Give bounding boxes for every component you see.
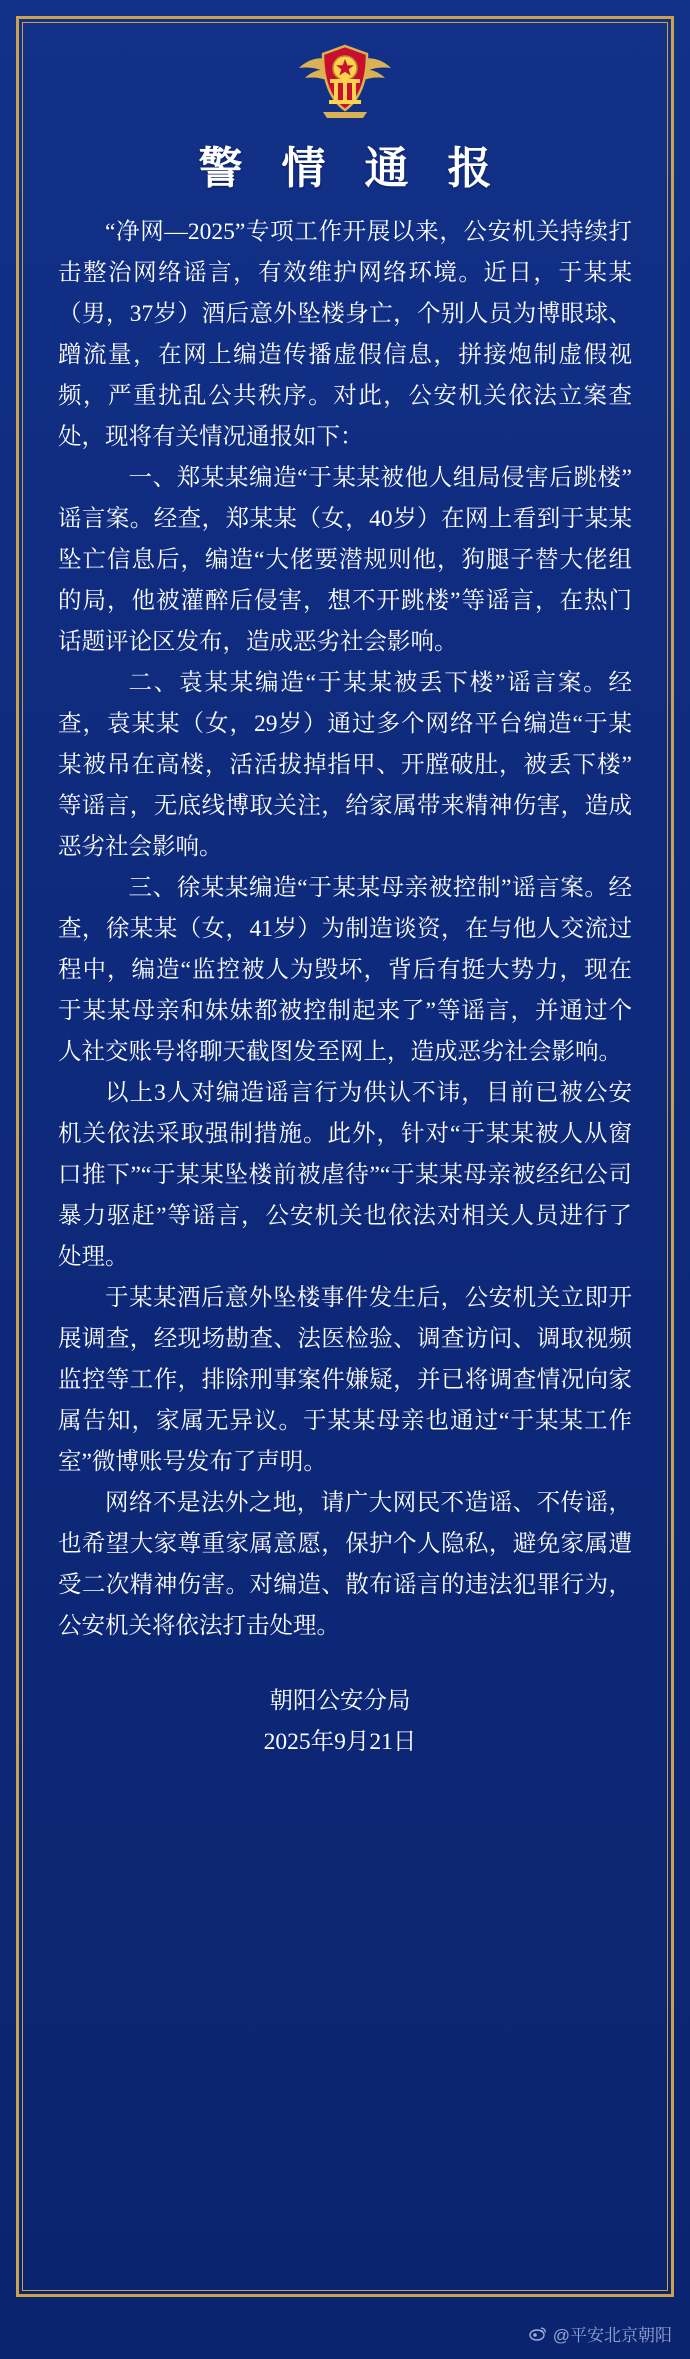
police-emblem-wrapper xyxy=(40,38,650,126)
notice-body xyxy=(40,212,650,1647)
police-emblem-icon xyxy=(293,38,397,126)
notice-content xyxy=(40,34,650,1763)
notice-paragraph: 以上3人对编造谣言行为供认不讳，目前已被公安机关依法采取强制措施。此外，针对“于某某被人从窗口推下”“于某某坠楼前被虐待”“于某某母亲被经纪公司暴力驱赶”等谣言，公安机关也依法对相关人员进行了处理。 xyxy=(58,1080,632,1270)
signature-block xyxy=(40,1681,650,1763)
page-title: 警 情 通 报 xyxy=(198,144,506,193)
weibo-icon xyxy=(529,2324,547,2342)
notice-paragraph: “净网—2025”专项工作开展以来，公安机关持续打击整治网络谣言，有效维护网络环境。近日，于某某（男，37岁）酒后意外坠楼身亡，个别人员为博眼球、蹭流量，在网上编造传播虚假信息，拼接炮制虚假视频，严重扰乱公共秩序。对此，公安机关依法立案查处，现将有关情况通报如下： xyxy=(58,219,632,450)
notice-paragraph: 三、徐某某编造“于某某母亲被控制”谣言案。经查，徐某某（女，41岁）为制造谈资，在与他人交流过程中，编造“监控被人为毁坏，背后有挺大势力，现在于某某母亲和妹妹都被控制起来了”等谣言，并通过个人社交账号将聊天截图发至网上，造成恶劣社会影响。 xyxy=(58,875,632,1065)
notice-paragraph: 一、郑某某编造“于某某被他人组局侵害后跳楼”谣言案。经查，郑某某（女，40岁）在网上看到于某某坠亡信息后，编造“大佬要潜规则他，狗腿子替大佬组的局，他被灌醉后侵害，想不开跳楼”等谣言，在热门话题评论区发布，造成恶劣社会影响。 xyxy=(58,465,632,655)
notice-paragraph: 二、袁某某编造“于某某被丢下楼”谣言案。经查，袁某某（女，29岁）通过多个网络平台编造“于某某被吊在高楼，活活拔掉指甲、开膛破肚，被丢下楼”等谣言，无底线博取关注，给家属带来精神伤害，造成恶劣社会影响。 xyxy=(58,670,632,860)
notice-paragraph: 于某某酒后意外坠楼事件发生后，公安机关立即开展调查，经现场勘查、法医检验、调查访问、调取视频监控等工作，排除刑事案件嫌疑，并已将调查情况向家属告知，家属无异议。于某某母亲也通过“于某某工作室”微博账号发布了声明。 xyxy=(58,1285,632,1475)
issuing-authority: 朝阳公安分局 xyxy=(269,1688,411,1714)
issue-date: 2025年9月21日 xyxy=(263,1729,417,1755)
watermark-account: @平安北京朝阳 xyxy=(552,2325,672,2345)
notice-paragraph: 网络不是法外之地，请广大网民不造谣、不传谣，也希望大家尊重家属意愿，保护个人隐私，避免家属遭受二次精神伤害。对编造、散布谣言的违法犯罪行为，公安机关将依法打击处理。 xyxy=(58,1490,632,1639)
watermark-bar xyxy=(0,2307,690,2359)
